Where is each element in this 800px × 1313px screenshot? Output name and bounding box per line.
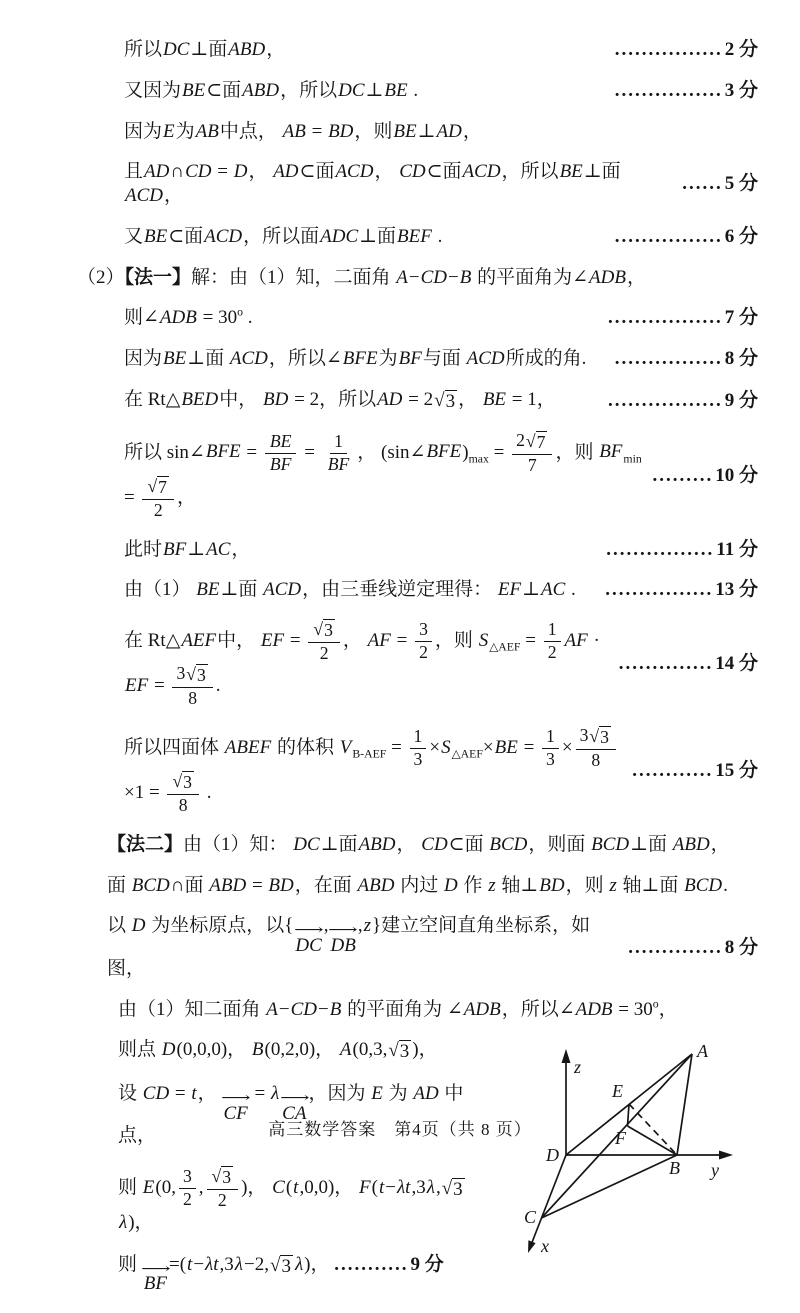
solution-steps-bottom xyxy=(0,1038,500,1313)
label-point-E: E xyxy=(612,1081,623,1102)
y-arrowhead xyxy=(719,1151,733,1160)
vector-CA: ⟶ CA xyxy=(279,1090,310,1124)
label-y-axis: y xyxy=(711,1160,719,1181)
coordinate-figure xyxy=(500,1040,758,1272)
score-leader: ...... 5 分 xyxy=(682,173,758,195)
score-leader: .............. 14 分 xyxy=(618,653,758,675)
score-leader: ................ 2 分 xyxy=(614,39,758,60)
solution-line: 所以DC⊥面ABD， ................ 2 分 xyxy=(124,39,758,60)
vector-CF: ⟶ CF xyxy=(220,1090,251,1124)
solution-line: 又BE⊂面ACD，所以面ADC⊥面BEF . ................ 6 分 xyxy=(124,225,758,247)
solution-line: 设 CD = t， ⟶ CF = λ ⟶ CA ，因为 E 为 AD 中点， xyxy=(118,1083,464,1147)
label-z-axis: z xyxy=(574,1057,582,1078)
solution-line: 又因为BE⊂面ABD，所以DC⊥BE . ................ 3 分 xyxy=(124,79,758,101)
score-leader: ................ 3 分 xyxy=(614,79,758,101)
score-leader: ................. 9 分 xyxy=(607,389,758,411)
score-leader: ................. 7 分 xyxy=(607,307,758,329)
z-arrowhead xyxy=(562,1049,571,1063)
page-footer xyxy=(0,1115,800,1140)
solution-line: 则∠ADB = $30^o$ . ................. 7 分 xyxy=(124,305,758,329)
score-leader: ................ 6 分 xyxy=(614,225,758,247)
x-axis xyxy=(531,1155,566,1245)
solution-line: 且AD∩CD = D， AD⊂面ACD， CD⊂面ACD，所以BE⊥面ACD， ...... 5 分 xyxy=(124,161,758,206)
score-leader: ................ 13 分 xyxy=(605,579,758,601)
solution-line: 由（1）知二面角 A−CD−B 的平面角为 ∠ADB，所以∠ADB = $30^o$， xyxy=(118,997,678,1020)
tetrahedron-diagram xyxy=(500,1040,758,1272)
solution-line: 所以四面体 ABEF 的体积 $V_{B-AEF}$ = $\frac{1}{3}$ $\times S_{\triangle AEF}\times BE$ = $\frac{1}{3}$ × 3 √ 3 8 ×1 = √ 3 8 . ............ 15 分 xyxy=(124,724,758,816)
label-point-B: B xyxy=(669,1158,680,1179)
label-point-F: F xyxy=(615,1128,626,1149)
axes xyxy=(531,1060,724,1245)
label-point-C: C xyxy=(524,1207,537,1228)
solution-line: 以 D 为坐标原点，以{ ⟶ DC , ⟶ DB ,z}建立空间直角坐标系，如图， .............. 8 分 xyxy=(107,915,758,979)
solution-line: 由（1） BE⊥面 ACD，由三垂线逆定理得： EF⊥AC . ................ 13 分 xyxy=(124,579,758,601)
solution-line: 则 ⟶ BF =(t−λt,3λ−2, √ 3 λ)， ........... 9 分 xyxy=(118,1253,444,1295)
solution-line: 面 BCD∩面 ABD = BD，在面 ABD 内过 D 作 z 轴⊥BD，则 z 轴⊥面 BCD. xyxy=(107,874,728,896)
solution-line: 所以 sin∠BFE = $\frac{BE}{BF}$ = $\frac{1}{BF}$ ， $(\sin\angle BFE)_{max}$ = 2 √ 7 7 ，则 $BF_{min}$ = √ 7 2 ， ......... 10 分 xyxy=(124,429,758,520)
footer-text: 高三数学答案 第4页（共 8 页） xyxy=(268,1120,532,1139)
vector-DC: ⟶ DC xyxy=(293,922,324,956)
score-leader: .............. 8 分 xyxy=(628,936,758,958)
solution-line: 因为BE⊥面 ACD，所以∠BFE为BF与面 ACD所成的角. ................ 8 分 xyxy=(124,348,758,369)
solution-line: 在 Rt△AEF中， EF = √ 3 2 ， AF = $\frac{3}{2}$ ，则 $S_{\triangle AEF}$ = $\frac{1}{2}$ AF · EF = 3 √ 3 8 . .............. 14 分 xyxy=(124,619,758,709)
solution-line: 此时BF⊥AC， ................ 11 分 xyxy=(124,538,758,560)
label-x-axis: x xyxy=(541,1236,549,1257)
score-leader: ................ 8 分 xyxy=(614,348,758,369)
solution-bottom-section xyxy=(0,1038,800,1313)
x-arrowhead xyxy=(528,1241,536,1254)
solution-line: （2）【法一】解：由（1）知，二面角 A−CD−B 的平面角为∠ADB， xyxy=(77,266,646,288)
vector-DB: ⟶ DB xyxy=(328,922,358,956)
solution-line: 【法二】由（1）知： DC⊥面ABD， CD⊂面 BCD，则面 BCD⊥面 ABD， xyxy=(107,833,730,855)
solution-line: 因为E为AB中点， AB = BD，则BE⊥AD， xyxy=(124,120,482,142)
score-leader: ......... 10 分 xyxy=(652,464,758,486)
solution-line: 则 E(0, $\frac{3}{2}$ , √ 3 2 )， C(t,0,0)， F(t−λt,3λ, √ 3 λ)， xyxy=(118,1166,463,1234)
solution-line: 在 Rt△BED中， BD = 2，所以AD = 2 √ 3 ， BE = 1， ................. 9 分 xyxy=(124,388,758,412)
label-point-D: D xyxy=(546,1145,559,1166)
score-leader: ................ 11 分 xyxy=(606,538,758,560)
label-point-A: A xyxy=(697,1041,708,1062)
score-leader: ............ 15 分 xyxy=(632,760,758,782)
solution-line: 则点 D(0,0,0)， B(0,2,0)， A(0,3, √ 3 )， xyxy=(118,1039,438,1063)
vector-BF: ⟶ BF xyxy=(140,1260,171,1295)
